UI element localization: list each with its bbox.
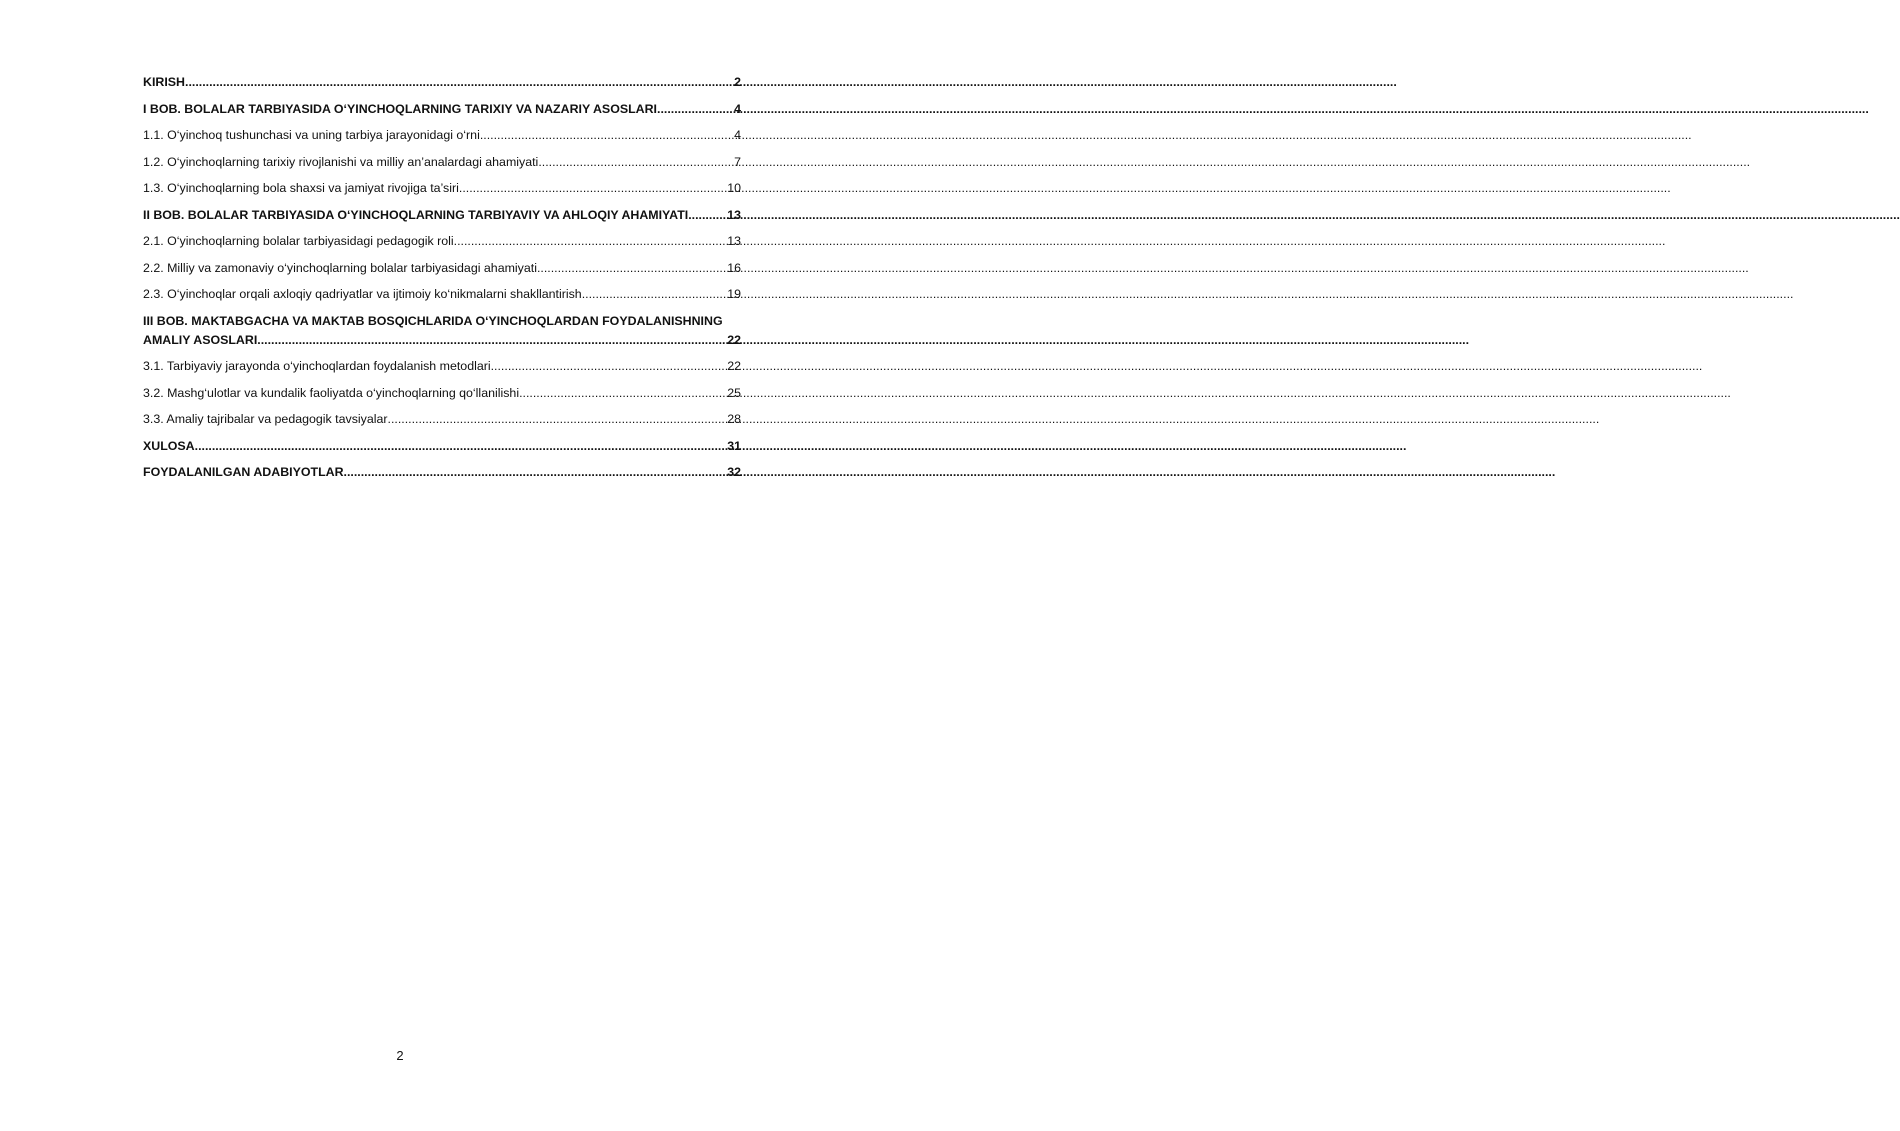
toc-entry-xulosa[interactable]	[143, 438, 741, 455]
toc-entry-1-2[interactable]	[143, 154, 741, 171]
toc-entry-title-line2: AMALIY ASOSLARI	[143, 332, 258, 347]
toc-leader-dots	[257, 332, 726, 349]
toc-entry-chapter-3[interactable]	[143, 313, 741, 349]
toc-entry-title-line1: III BOB. MAKTABGACHA VA MAKTAB BOSQICHLARIDA O‘YINCHOQLARDAN FOYDALANISHNING	[143, 313, 723, 328]
toc-entry-page: 22	[727, 359, 741, 373]
toc-entry-title: KIRISH	[143, 75, 185, 89]
toc-leader-dots	[344, 464, 727, 481]
toc-entry-3-3[interactable]	[143, 411, 741, 428]
toc-entry-title: 3.3. Amaliy tajribalar va pedagogik tavsiyalar	[143, 412, 388, 426]
toc-leader-dots	[538, 154, 733, 171]
toc-entry-title: 2.2. Milliy va zamonaviy o‘yinchoqlarning bolalar tarbiyasidagi ahamiyati	[143, 260, 537, 275]
toc-entry-2-1[interactable]	[143, 233, 741, 250]
toc-entry-2-3[interactable]	[143, 286, 741, 303]
toc-entry-title: FOYDALANILGAN ADABIYOTLAR	[143, 465, 344, 479]
toc-entry-kirish[interactable]	[143, 74, 741, 91]
toc-leader-dots	[454, 233, 727, 250]
toc-entry-1-3[interactable]	[143, 180, 741, 197]
toc-entry-page: 7	[734, 154, 741, 169]
toc-entry-3-1[interactable]	[143, 358, 741, 375]
toc-leader-dots	[537, 260, 726, 277]
toc-entry-page: 4	[734, 101, 741, 116]
toc-leader-dots	[195, 438, 727, 455]
toc-entry-page: 13	[727, 207, 741, 222]
toc-entry-page: 19	[727, 287, 741, 301]
toc-leader-dots	[480, 127, 733, 144]
toc-entry-title: 2.3. O‘yinchoqlar orqali axloqiy qadriyatlar va ijtimoiy ko‘nikmalarni shakllantirish	[143, 287, 582, 301]
toc-leader-dots	[388, 411, 727, 428]
page-number: 2	[396, 1048, 404, 1063]
toc-leader-dots	[519, 385, 726, 402]
toc-entry-title: 2.1. O‘yinchoqlarning bolalar tarbiyasidagi pedagogik roli	[143, 234, 454, 248]
toc-entry-title: II BOB. BOLALAR TARBIYASIDA O‘YINCHOQLARNING TARBIYAVIY VA AHLOQIY AHAMIYATI	[143, 207, 689, 222]
toc-entry-chapter-1[interactable]	[143, 101, 741, 118]
toc-entry-2-2[interactable]	[143, 260, 741, 277]
toc-leader-dots	[688, 207, 726, 224]
toc-leader-dots	[582, 286, 727, 303]
toc-entry-page: 13	[727, 234, 741, 248]
toc-leader-dots	[657, 101, 733, 118]
toc-entry-1-1[interactable]	[143, 127, 741, 144]
toc-entry-title: 3.1. Tarbiyaviy jarayonda o‘yinchoqlardan foydalanish metodlari	[143, 359, 491, 373]
toc-entry-page: 31	[727, 438, 741, 453]
toc-leader-dots	[185, 74, 733, 91]
toc-entry-title: 1.3. O‘yinchoqlarning bola shaxsi va jamiyat rivojiga ta’siri	[143, 181, 459, 195]
toc-entry-page: 10	[727, 181, 741, 195]
toc-leader-dots	[491, 358, 727, 375]
toc-entry-title-line2-row	[143, 332, 741, 349]
toc-entry-title: XULOSA	[143, 438, 195, 453]
toc-entry-page: 32	[727, 465, 741, 479]
toc-entry-title: 1.2. O‘yinchoqlarning tarixiy rivojlanishi va milliy an’analardagi ahamiyati	[143, 154, 539, 169]
toc-entry-page: 22	[727, 332, 741, 347]
toc-entry-title: I BOB. BOLALAR TARBIYASIDA O‘YINCHOQLARNING TARIXIY VA NAZARIY ASOSLARI	[143, 101, 658, 116]
toc-entry-page: 28	[727, 412, 741, 426]
toc-entry-title: 3.2. Mashg‘ulotlar va kundalik faoliyatda o‘yinchoqlarning qo‘llanilishi	[143, 385, 520, 400]
table-of-contents	[143, 74, 741, 491]
toc-entry-title: 1.1. O‘yinchoq tushunchasi va uning tarbiya jarayonidagi o‘rni	[143, 128, 480, 142]
toc-entry-3-2[interactable]	[143, 385, 741, 402]
toc-entry-page: 4	[734, 128, 741, 142]
toc-entry-chapter-2[interactable]	[143, 207, 741, 224]
toc-entry-page: 25	[727, 385, 741, 400]
toc-entry-page: 2	[734, 75, 741, 89]
toc-entry-page: 16	[727, 260, 741, 275]
toc-entry-adabiyotlar[interactable]	[143, 464, 741, 481]
toc-leader-dots	[459, 180, 726, 197]
